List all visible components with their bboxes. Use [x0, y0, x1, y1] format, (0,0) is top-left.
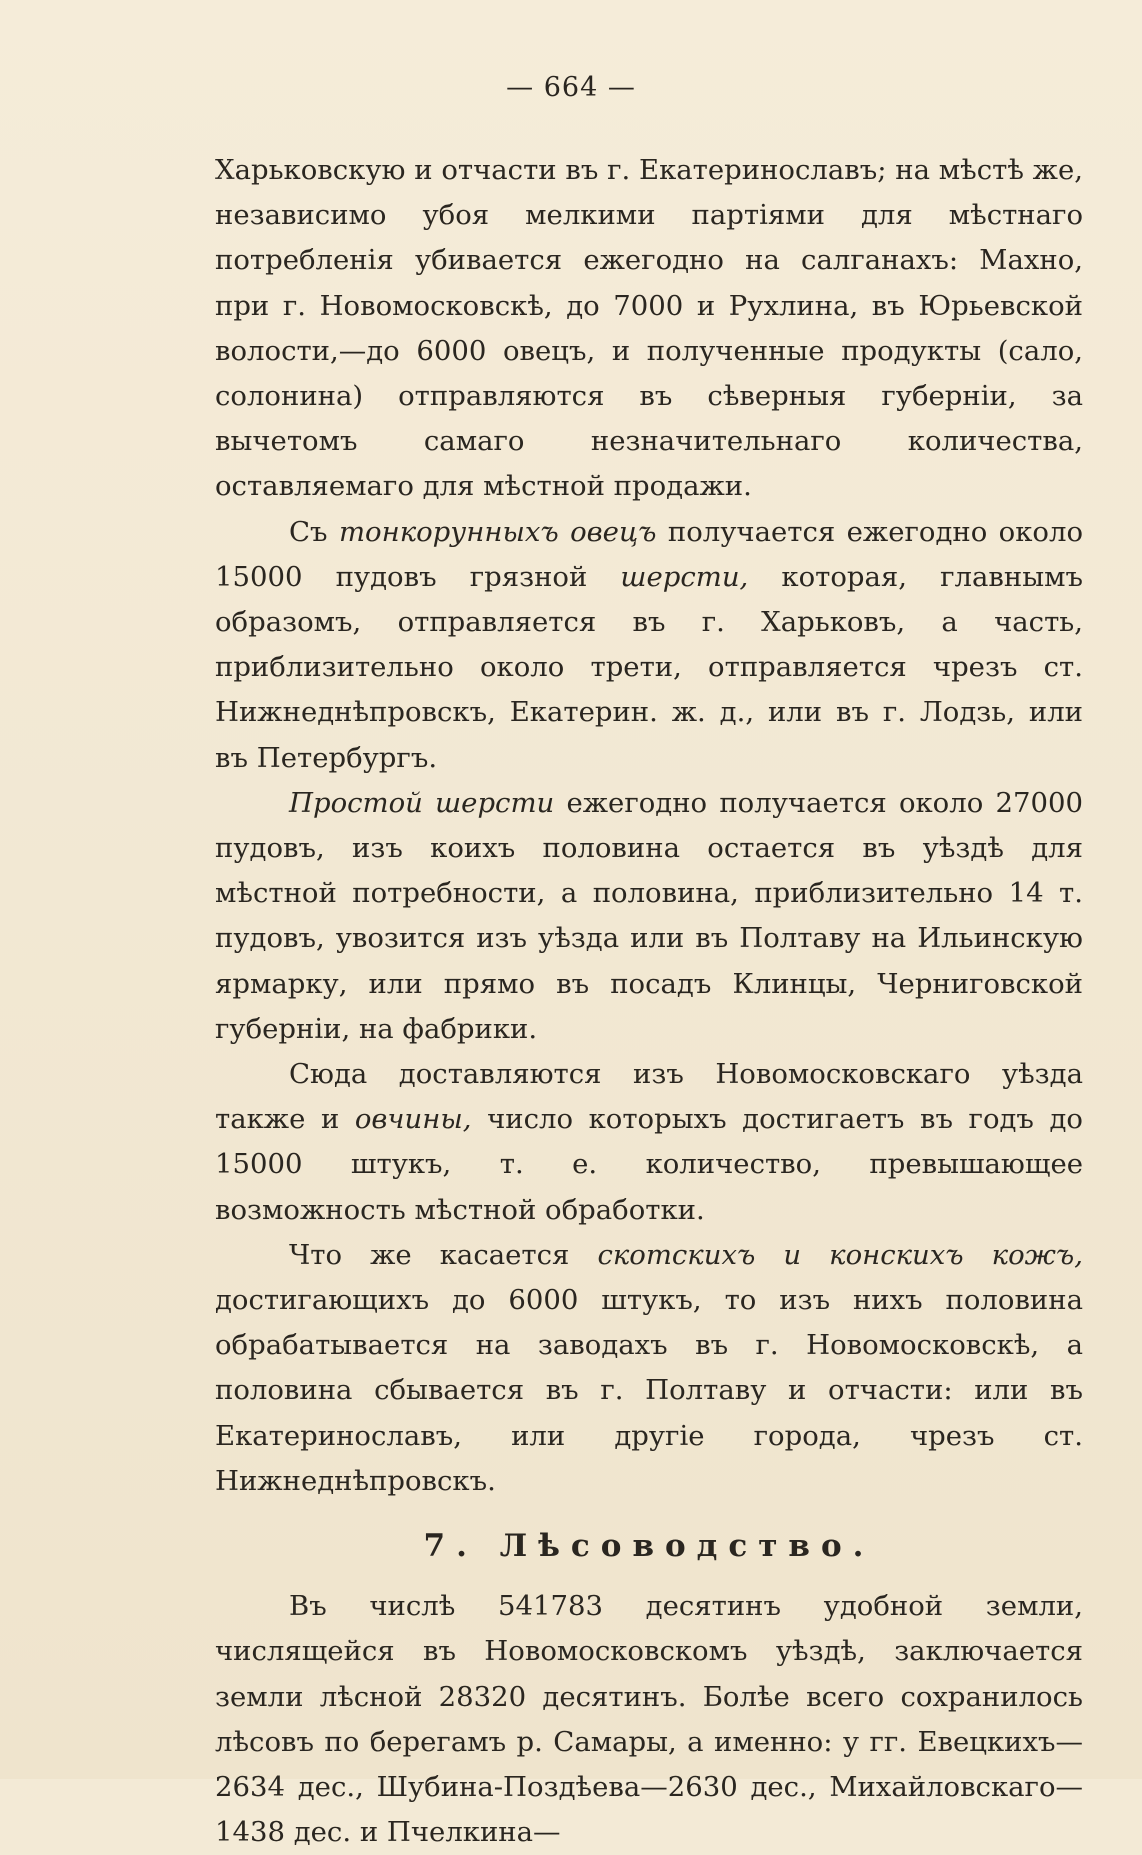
- page-number: — 664 —: [506, 72, 636, 103]
- paragraph-simple-wool: Простой шерсти ежегодно получается около 27000 пудовъ, изъ коихъ половина остается въ уѣздѣ для мѣстной потребности, а половина, приблизительно 14 т. пудовъ, увозится изъ уѣзда или въ Полтаву на Ильинскую ярмарку, или прямо въ посадъ Клинцы, Черниговской губерніи, на фабрики.: [215, 786, 1083, 1045]
- paragraph-sheepskins: Сюда доставляются изъ Новомосковскаго уѣзда также и овчины, число которыхъ достигаетъ въ годъ до 15000 штукъ, т. е. количество, превышающее возможность мѣстной обработки.: [215, 1058, 1083, 1226]
- paragraph-hides: Что же касается скотскихъ и конскихъ кожъ, достигающихъ до 6000 штукъ, то изъ нихъ половина обрабатывается на заводахъ въ г. Новомосковскѣ, а половина сбывается въ г. Полтаву и отчасти: или въ Екатеринославъ, или другіе города, чрезъ ст. Нижнеднѣпровскъ.: [215, 1238, 1083, 1497]
- section-title: 7. Лѣсоводство.: [423, 1528, 875, 1565]
- paragraph-fine-wool: Съ тонкорунныхъ овецъ получается ежегодно около 15000 пудовъ грязной шерсти, которая, главнымъ образомъ, отправляется въ г. Харьковъ, а часть, приблизительно около трети, отправляется чрезъ ст. Нижнеднѣпровскъ, Екатерин. ж. д., или въ г. Лодзь, или въ Петербургъ.: [215, 515, 1084, 774]
- body-text: [215, 148, 1083, 1855]
- paragraph-forestry: Въ числѣ 541783 десятинъ удобной земли, числящейся въ Новомосковскомъ уѣздѣ, заключается земли лѣсной 28320 десятинъ. Болѣе всего сохранилось лѣсовъ по берегамъ р. Самары, а именно: у гг. Евецкихъ—2634 дес., Шубина-Поздѣева—2630 дес., Михайловскаго—1438 дес. и Пчелкина—: [215, 1590, 1083, 1849]
- paragraph-sheep-slaughter: Харьковскую и отчасти въ г. Екатеринославъ; на мѣстѣ же, независимо убоя мелкими партіями для мѣстнаго потребленія убивается ежегодно на салганахъ: Махно, при г. Новомосковскѣ, до 7000 и Рухлина, въ Юрьевской волости,—до 6000 овецъ, и полученные продукты (сало, солонина) отправляются въ сѣверныя губерніи, за вычетомъ самаго незначительнаго количества, оставляемаго для мѣстной продажи.: [215, 154, 1083, 503]
